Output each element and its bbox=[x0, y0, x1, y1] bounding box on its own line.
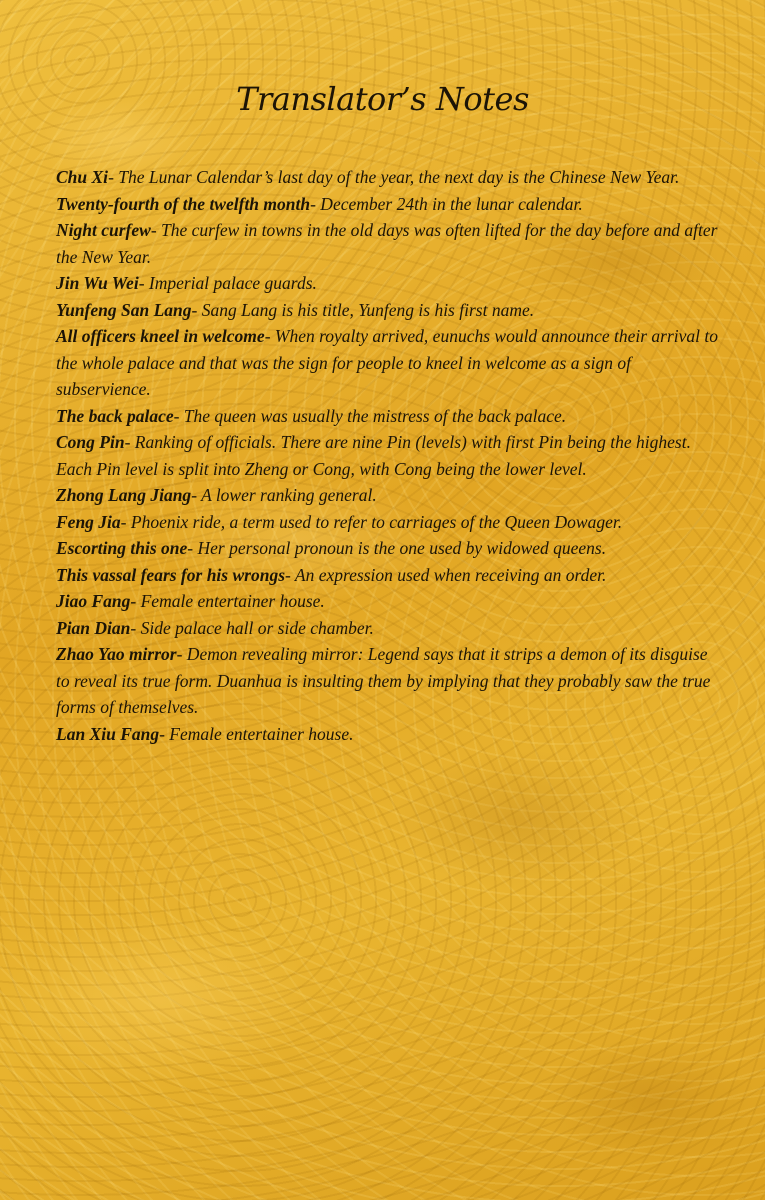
note-jiao-fang bbox=[56, 588, 721, 615]
note-vassal-fears bbox=[56, 562, 721, 589]
note-term: Night curfew bbox=[56, 220, 151, 240]
note-definition: - The curfew in towns in the old days was often lifted for the day before and after the New Year. bbox=[56, 220, 718, 267]
note-definition: - Demon revealing mirror: Legend says that it strips a demon of its disguise to reveal its true form. Duanhua is insulting them by implying that they probably saw the true forms of themselves. bbox=[56, 644, 711, 717]
note-term: Pian Dian bbox=[56, 617, 131, 638]
note-definition: - Side palace hall or side chamber. bbox=[130, 617, 374, 638]
note-chu-xi bbox=[56, 164, 721, 191]
note-definition: - The Lunar Calendar’s last day of the year, the next day is the Chinese New Year. bbox=[108, 167, 680, 187]
note-term: Cong Pin bbox=[56, 432, 125, 452]
note-yunfeng-san-lang bbox=[56, 297, 721, 324]
page-title: Translator’s Notes bbox=[236, 80, 529, 118]
note-lan-xiu-fang bbox=[56, 721, 721, 748]
note-term: Jiao Fang bbox=[56, 591, 131, 611]
note-term: Chu Xi bbox=[56, 167, 109, 187]
note-officers-kneel bbox=[56, 323, 721, 403]
note-definition: - The queen was usually the mistress of the back palace. bbox=[173, 405, 567, 426]
note-definition: - An expression used when receiving an order. bbox=[285, 564, 607, 585]
note-term: Escorting this one bbox=[56, 538, 188, 558]
note-definition: - December 24th in the lunar calendar. bbox=[310, 193, 583, 214]
note-definition: - Ranking of officials. There are nine Pin (levels) with first Pin being the highest. Each Pin level is split into Zheng or Cong, with Cong being the lower level. bbox=[56, 432, 691, 479]
note-term: All officers kneel in welcome bbox=[56, 326, 265, 346]
note-back-palace bbox=[56, 403, 721, 430]
note-zhong-lang-jiang bbox=[56, 482, 721, 509]
note-cong-pin bbox=[56, 429, 721, 482]
note-term: Zhong Lang Jiang bbox=[56, 485, 192, 505]
note-feng-jia bbox=[56, 509, 721, 536]
notes-list bbox=[56, 164, 721, 747]
note-term: Feng Jia bbox=[56, 511, 121, 532]
note-term: The back palace bbox=[56, 405, 174, 426]
note-term: Jin Wu Wei bbox=[56, 273, 139, 293]
note-twenty-fourth bbox=[56, 191, 721, 218]
note-term: Twenty-fourth of the twelfth month bbox=[56, 193, 311, 214]
note-definition: - Female entertainer house. bbox=[130, 591, 325, 611]
note-definition: - Sang Lang is his title, Yunfeng is his first name. bbox=[191, 299, 535, 320]
note-definition: - Her personal pronoun is the one used by widowed queens. bbox=[187, 538, 607, 558]
note-definition: - Phoenix ride, a term used to refer to carriages of the Queen Dowager. bbox=[120, 511, 623, 532]
note-definition: - Female entertainer house. bbox=[159, 723, 354, 744]
note-term: Lan Xiu Fang bbox=[56, 723, 160, 744]
note-definition: - Imperial palace guards. bbox=[138, 273, 317, 293]
note-escorting-this-one bbox=[56, 535, 721, 562]
note-definition: - When royalty arrived, eunuchs would announce their arrival to the whole palace and that was the sign for people to kneel in welcome as a sign of subservience. bbox=[56, 326, 718, 399]
note-term: This vassal fears for his wrongs bbox=[56, 564, 286, 585]
note-definition: - A lower ranking general. bbox=[191, 485, 377, 505]
note-jin-wu-wei bbox=[56, 270, 721, 297]
note-pian-dian bbox=[56, 615, 721, 642]
note-zhao-yao-mirror bbox=[56, 641, 721, 721]
note-term: Zhao Yao mirror bbox=[56, 644, 177, 664]
note-term: Yunfeng San Lang bbox=[56, 299, 192, 320]
note-night-curfew bbox=[56, 217, 721, 270]
